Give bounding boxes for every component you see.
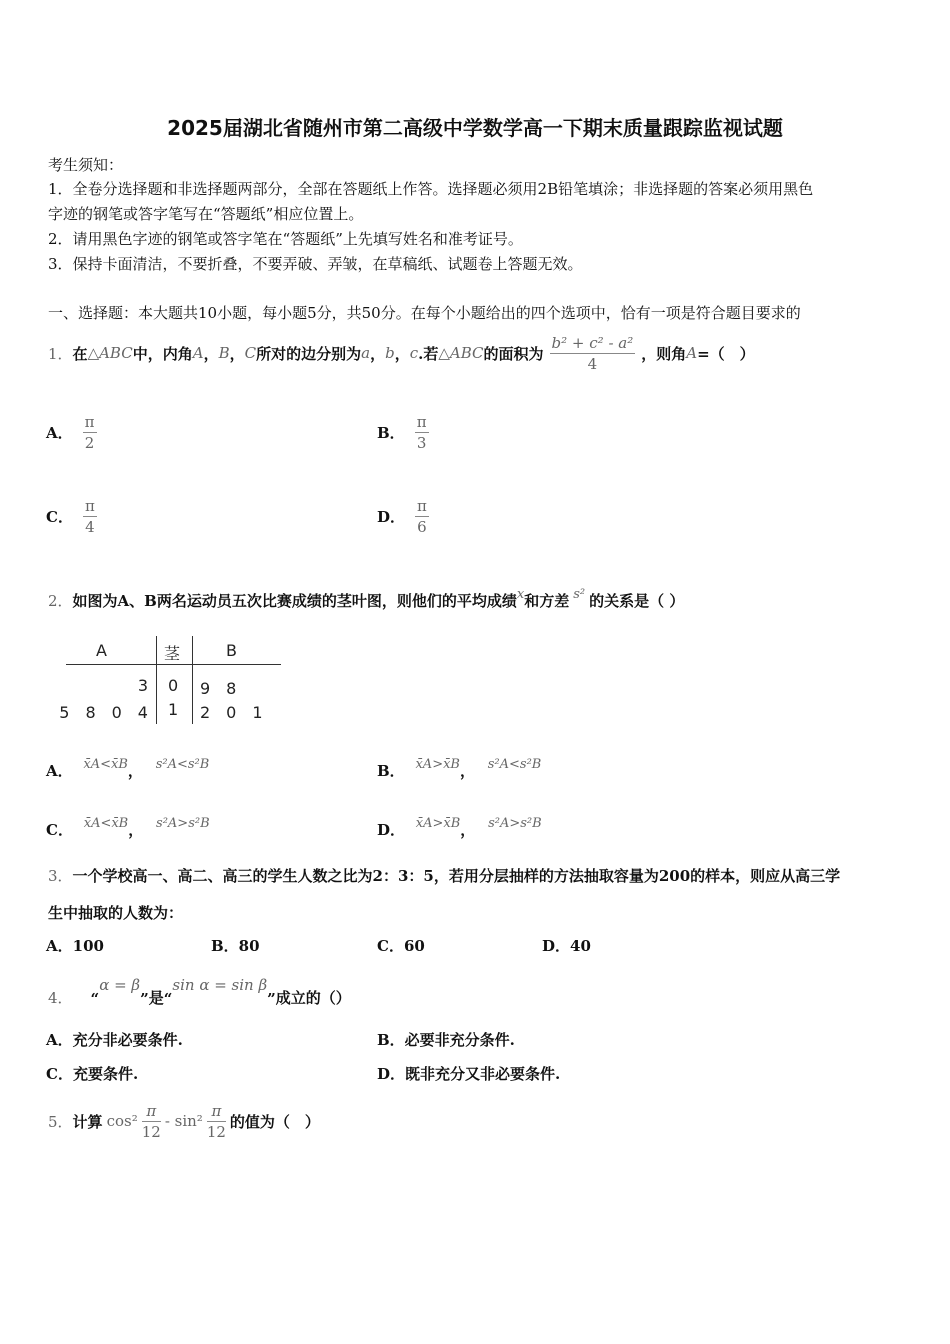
q2-option-b[interactable] bbox=[377, 752, 542, 780]
q1-sep: ， bbox=[229, 344, 245, 363]
q3-option-d[interactable]: D．40 bbox=[542, 937, 591, 955]
q1-angle-a: A bbox=[686, 344, 698, 362]
q4-number: 4． bbox=[48, 989, 73, 1007]
q1-text: 所对的边分别为 bbox=[256, 344, 362, 363]
option-sep: ， bbox=[460, 821, 476, 839]
q1-angle-c: C bbox=[244, 344, 257, 362]
q3-text-line2: 生中抽取的人数为： bbox=[48, 904, 184, 922]
q1-text: .若 bbox=[418, 344, 439, 363]
option-math: s²A>s²B bbox=[488, 816, 542, 831]
q5-cos: cos² bbox=[106, 1112, 138, 1130]
fraction-numerator: π bbox=[84, 413, 95, 431]
q5-fraction bbox=[207, 1101, 226, 1142]
q1-angle-a: A bbox=[192, 344, 204, 362]
fraction-denominator: 6 bbox=[417, 518, 427, 536]
fraction-denominator: 12 bbox=[141, 1122, 161, 1141]
option-fraction bbox=[83, 496, 97, 537]
question-4 bbox=[48, 972, 351, 1008]
q4-math: sin α = sin β bbox=[172, 976, 268, 994]
question-5 bbox=[48, 1098, 320, 1144]
q3-text: 一个学校高一、高二、高三的学生人数之比为2：3：5，若用分层抽样的方法抽取容量为200的样本，则应从高三学 bbox=[72, 867, 841, 885]
plot-divider bbox=[192, 636, 193, 724]
option-math: s²A<s²B bbox=[487, 757, 542, 772]
fraction-denominator: 4 bbox=[587, 354, 598, 373]
option-label: A． bbox=[46, 424, 73, 442]
fraction-numerator: π bbox=[84, 497, 95, 515]
q2-option-c[interactable] bbox=[46, 811, 210, 839]
q2-number: 2． bbox=[48, 592, 73, 610]
q1-sep: ， bbox=[394, 344, 410, 363]
q4-text: 是 bbox=[148, 989, 164, 1007]
option-math: x̄A<x̄B bbox=[83, 757, 128, 772]
question-1 bbox=[48, 328, 755, 378]
notice-item-3: 3．保持卡面清洁，不要折叠，不要弄破、弄皱，在草稿纸、试题卷上答题无效。 bbox=[48, 255, 583, 273]
option-fraction bbox=[415, 496, 429, 537]
q4-text: 成立的（） bbox=[275, 989, 351, 1007]
plot-leaves-b: 2 0 1 bbox=[200, 703, 263, 722]
option-label: A． bbox=[46, 762, 73, 780]
q1-triangle: △ABC bbox=[438, 344, 484, 362]
fraction-denominator: 4 bbox=[85, 518, 95, 536]
q1-triangle: △ABC bbox=[87, 344, 133, 362]
plot-header-stem: 茎 bbox=[164, 644, 181, 663]
q2-option-d[interactable] bbox=[377, 811, 542, 839]
question-3 bbox=[48, 865, 840, 886]
plot-header-a: A bbox=[96, 641, 107, 660]
q4-quote: ” bbox=[140, 990, 149, 1008]
option-label: B． bbox=[377, 762, 405, 780]
stem-leaf-plot bbox=[48, 636, 288, 726]
notice-item-1b: 字迹的钢笔或答字笔写在“答题纸”相应位置上。 bbox=[48, 205, 364, 223]
q4-option-c[interactable]: C．充要条件. bbox=[46, 1065, 139, 1083]
q2-text: 和方差 bbox=[524, 592, 570, 610]
q1-side-c: c bbox=[409, 344, 419, 362]
q1-side-a: a bbox=[361, 344, 371, 362]
q1-option-a[interactable] bbox=[46, 412, 97, 453]
q1-side-b: b bbox=[385, 344, 395, 362]
option-math: x̄A<x̄B bbox=[83, 816, 129, 831]
option-sep: ， bbox=[459, 762, 475, 780]
q2-text: 的关系是（ ） bbox=[589, 592, 685, 610]
question-2 bbox=[48, 587, 685, 611]
q4-option-d[interactable]: D．既非充分又非必要条件. bbox=[377, 1065, 561, 1083]
page-title: 2025届湖北省随州市第二高级中学数学高一下期末质量跟踪监视试题 bbox=[167, 116, 783, 140]
q3-number: 3． bbox=[48, 867, 73, 885]
q5-text: 计算 bbox=[72, 1112, 103, 1131]
plot-stem: 1 bbox=[168, 700, 179, 719]
q4-quote: ” bbox=[267, 990, 276, 1008]
q1-text: 的面积为 bbox=[483, 344, 544, 363]
q4-quote: “ bbox=[90, 990, 100, 1008]
q1-text: 中，内角 bbox=[132, 344, 193, 363]
fraction-numerator: π bbox=[207, 1101, 226, 1122]
q1-area-fraction bbox=[550, 333, 636, 374]
q2-option-a[interactable] bbox=[46, 752, 210, 780]
q1-text: 在 bbox=[72, 344, 88, 363]
plot-stem: 0 bbox=[168, 676, 179, 695]
plot-leaves-b: 9 8 bbox=[200, 679, 237, 698]
q1-text: =（ ） bbox=[697, 344, 755, 363]
option-sep: ， bbox=[127, 762, 143, 780]
fraction-denominator: 2 bbox=[84, 434, 95, 452]
q1-angle-b: B bbox=[218, 344, 230, 362]
plot-header-b: B bbox=[226, 641, 237, 660]
q1-number: 1． bbox=[48, 344, 73, 363]
q4-quote: “ bbox=[163, 990, 173, 1008]
q1-option-b[interactable] bbox=[377, 412, 429, 453]
q5-number: 5． bbox=[48, 1112, 73, 1131]
notice-item-1a: 1．全卷分选择题和非选择题两部分，全部在答题纸上作答。选择题必须用2B铅笔填涂；非选择题的答案必须用黑色 bbox=[48, 180, 814, 198]
option-math: s²A>s²B bbox=[156, 816, 210, 831]
option-fraction bbox=[415, 412, 429, 453]
option-label: D． bbox=[377, 508, 406, 526]
option-math: x̄A>x̄B bbox=[415, 816, 461, 831]
option-sep: ， bbox=[128, 821, 144, 839]
option-label: D． bbox=[377, 821, 406, 839]
q5-sin: - sin² bbox=[164, 1112, 203, 1130]
q3-option-a[interactable]: A．100 bbox=[46, 937, 104, 955]
q2-mean-symbol: x bbox=[516, 587, 525, 602]
fraction-numerator: π bbox=[416, 413, 427, 431]
q4-math: α = β bbox=[99, 976, 141, 994]
option-label: C． bbox=[46, 508, 73, 526]
q1-text: ，则角 bbox=[641, 344, 687, 363]
fraction-numerator: b² + c² - a² bbox=[551, 333, 634, 352]
q5-fraction bbox=[142, 1101, 161, 1142]
plot-divider bbox=[156, 636, 157, 724]
q2-variance-symbol: s² bbox=[573, 587, 586, 602]
plot-leaves-a: 5 8 0 4 bbox=[59, 703, 148, 722]
q2-text: 如图为A、B两名运动员五次比赛成绩的茎叶图，则他们的平均成绩 bbox=[72, 592, 517, 610]
fraction-denominator: 3 bbox=[416, 434, 427, 452]
option-label: B． bbox=[377, 424, 405, 442]
option-fraction bbox=[83, 412, 97, 453]
q1-option-d[interactable] bbox=[377, 496, 429, 537]
fraction-numerator: π bbox=[417, 497, 427, 515]
plot-leaves-a: 3 bbox=[137, 676, 148, 695]
section-heading: 一、选择题：本大题共10小题，每小题5分，共50分。在每个小题给出的四个选项中，恰有一项是符合题目要求的 bbox=[48, 304, 801, 322]
q1-sep: ， bbox=[370, 344, 386, 363]
option-label: C． bbox=[46, 821, 73, 839]
q3-option-b[interactable]: B．80 bbox=[211, 937, 260, 955]
plot-rule bbox=[66, 664, 281, 665]
q4-option-b[interactable]: B．必要非充分条件. bbox=[377, 1031, 515, 1049]
notice-heading: 考生须知： bbox=[48, 156, 124, 174]
q5-text: 的值为（ ） bbox=[229, 1112, 320, 1131]
q1-option-c[interactable] bbox=[46, 496, 97, 537]
option-math: s²A<s²B bbox=[155, 757, 210, 772]
option-math: x̄A>x̄B bbox=[415, 757, 460, 772]
q4-option-a[interactable]: A．充分非必要条件. bbox=[46, 1031, 183, 1049]
notice-item-2: 2．请用黑色字迹的钢笔或答字笔在“答题纸”上先填写姓名和准考证号。 bbox=[48, 230, 523, 248]
q1-sep: ， bbox=[203, 344, 219, 363]
q3-option-c[interactable]: C．60 bbox=[377, 937, 425, 955]
fraction-denominator: 12 bbox=[206, 1122, 226, 1141]
fraction-numerator: π bbox=[142, 1101, 161, 1122]
